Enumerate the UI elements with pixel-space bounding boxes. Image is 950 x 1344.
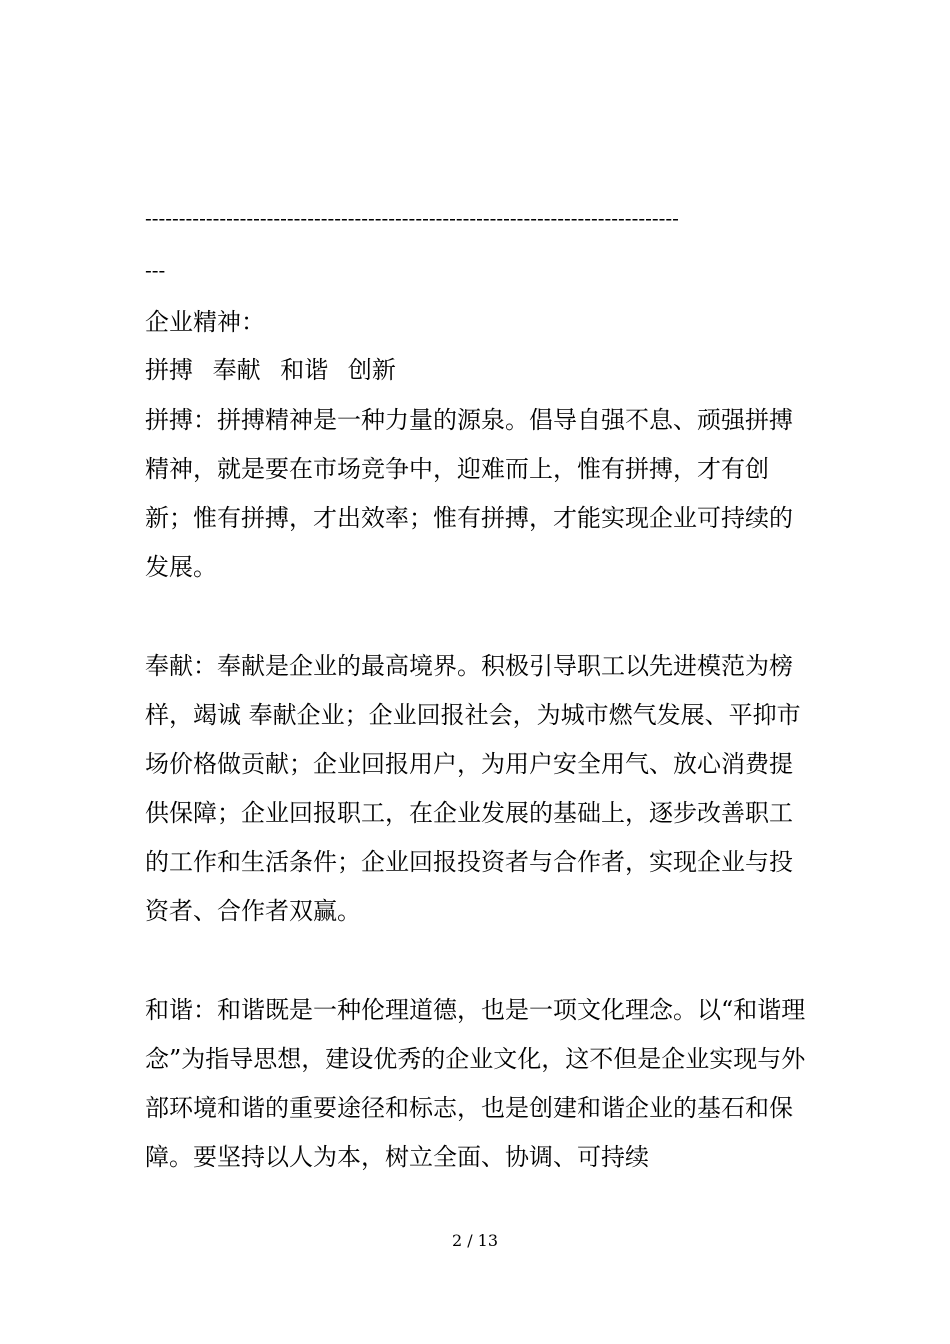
motto-word-2: 奉献 <box>212 356 261 384</box>
separator-line: ------------------------------------------------------------------------------- <box>145 206 679 230</box>
paragraph-struggle: 拼搏：拼搏精神是一种力量的源泉。倡导自强不息、顽强拼搏精神，就是要在市场竞争中，迎难而上，惟有拼搏，才有创新；惟有拼搏，才出效率；惟有拼搏，才能实现企业可持续的发展。 <box>145 406 793 581</box>
page-number: 2 / 13 <box>451 1231 499 1250</box>
motto-line <box>145 346 810 395</box>
motto-word-3: 和谐 <box>280 356 329 384</box>
motto-word-1: 拼搏 <box>145 356 193 384</box>
paragraph-harmony: 和谐：和谐既是一种伦理道德，也是一项文化理念。以“和谐理念”为指导思想，建设优秀的企业文化，这不但是企业实现与外部环境和谐的重要途径和标志，也是创建和谐企业的基石和保障。要坚持以人为本，树立全面、协调、可持续 <box>145 996 806 1171</box>
section-heading: 企业精神： <box>145 308 265 336</box>
paragraph-dedication: 奉献：奉献是企业的最高境界。积极引导职工以先进模范为榜样，竭诚 奉献企业；企业回报社会，为城市燃气发展、平抑市场价格做贡献；企业回报用户，为用户安全用气、放心消费提供保障；企业回报职工，在企业发展的基础上，逐步改善职工的工作和生活条件；企业回报投资者与合作者，实现企业与投资者、合作者双赢。 <box>145 652 801 925</box>
motto-word-4: 创新 <box>347 356 396 384</box>
separator-line-continuation: --- <box>145 258 166 282</box>
